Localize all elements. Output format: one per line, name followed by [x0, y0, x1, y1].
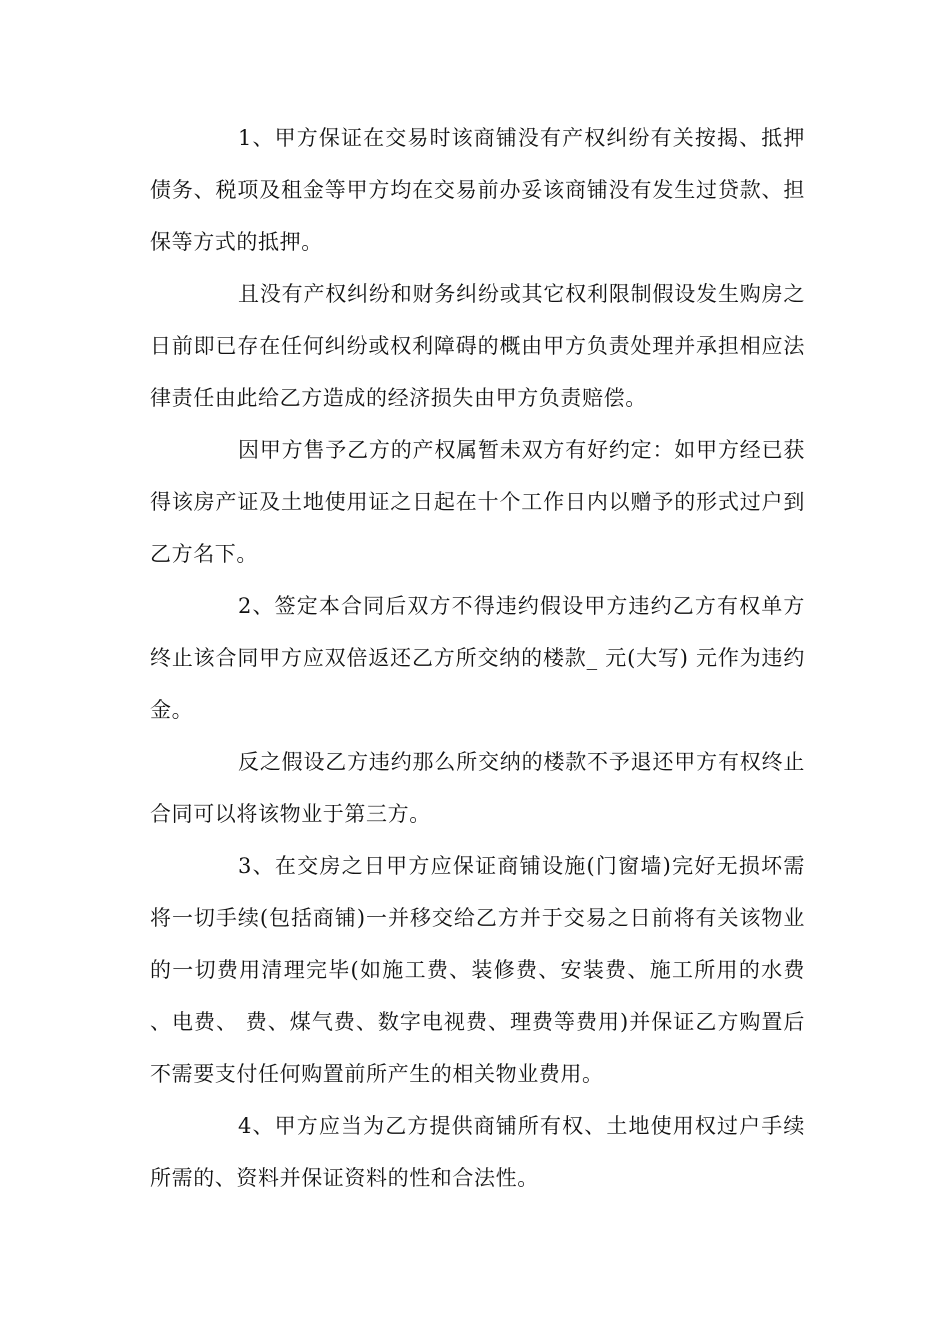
paragraph-clause-2-continued: 反之假设乙方违约那么所交纳的楼款不予退还甲方有权终止合同可以将该物业于第三方。: [150, 750, 805, 826]
paragraph-clause-1-continued: 且没有产权纠纷和财务纠纷或其它权利限制假设发生购房之日前即已存在任何纠纷或权利障碍的概由甲方负责处理并承担相应法律责任由此给乙方造成的经济损失由甲方负责赔偿。: [150, 282, 805, 410]
paragraph-clause-3: 3、在交房之日甲方应保证商铺设施(门窗墙)完好无损坏需将一切手续(包括商铺)一并移交给乙方并于交易之日前将有关该物业的一切费用清理完毕(如施工费、装修费、安装费、施工所用的水费、电费、 费、煤气费、数字电视费、理费等费用)并保证乙方购置后不需要支付任何购置前所产生的相关物业费用。: [150, 854, 805, 1086]
document-body: [150, 112, 805, 1204]
paragraph-clause-4: 4、甲方应当为乙方提供商铺所有权、土地使用权过户手续所需的、资料并保证资料的性和合法性。: [150, 1114, 805, 1190]
paragraph-clause-1: 1、甲方保证在交易时该商铺没有产权纠纷有关按揭、抵押债务、税项及租金等甲方均在交易前办妥该商铺没有发生过贷款、担保等方式的抵押。: [150, 126, 805, 254]
paragraph-clause-2: 2、签定本合同后双方不得违约假设甲方违约乙方有权单方终止该合同甲方应双倍返还乙方所交纳的楼款_ 元(大写) 元作为违约金。: [150, 594, 805, 722]
paragraph-title-transfer: 因甲方售予乙方的产权属暂未双方有好约定：如甲方经已获得该房产证及土地使用证之日起在十个工作日内以赠予的形式过户到乙方名下。: [150, 438, 805, 566]
